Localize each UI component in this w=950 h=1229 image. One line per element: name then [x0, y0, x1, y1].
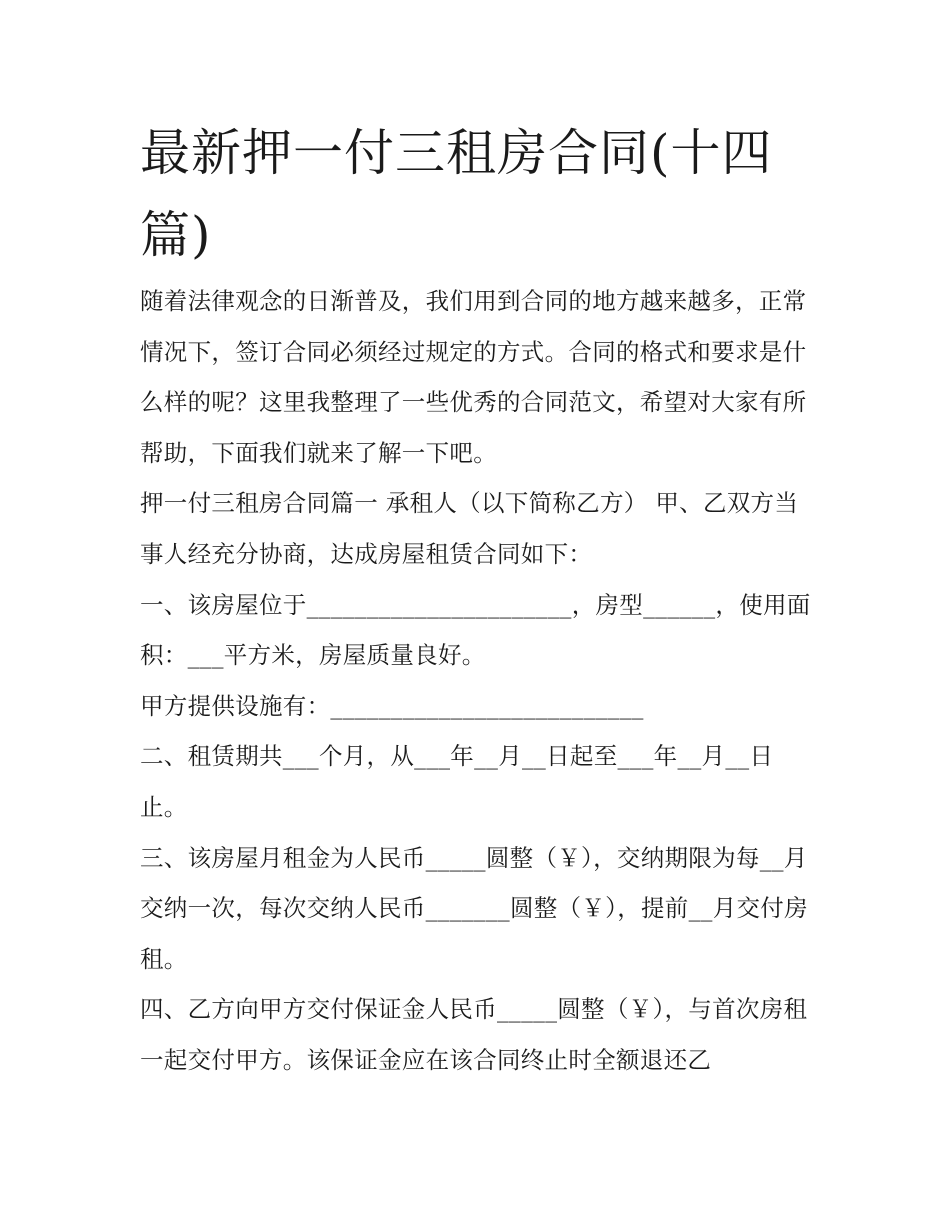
paragraph-facilities: 甲方提供设施有：__________________________ [140, 691, 644, 720]
document-body [140, 276, 815, 1086]
paragraph-clause-4: 四、乙方向甲方交付保证金人民币_____圆整（￥），与首次房租一起交付甲方。该保证金应在该合同终止时全额退还乙 [140, 995, 808, 1074]
paragraph-intro: 随着法律观念的日渐普及，我们用到合同的地方越来越多，正常情况下，签订合同必须经过规定的方式。合同的格式和要求是什么样的呢？这里我整理了一些优秀的合同范文，希望对大家有所帮助，下面我们就来了解一下吧。 [140, 287, 807, 467]
paragraph-clause-1: 一、该房屋位于______________________，房型______，使用面积：___平方米，房屋质量良好。 [140, 590, 811, 670]
paragraph-contract-header: 押一付三租房合同篇一 承租人（以下简称乙方） 甲、乙双方当事人经充分协商，达成房屋租赁合同如下： [140, 489, 799, 568]
paragraph-clause-2: 二、租赁期共___个月，从___年__月__日起至___年__月__日止。 [140, 742, 774, 821]
document-title: 最新押一付三租房合同(十四篇) [140, 124, 773, 264]
paragraph-clause-3: 三、该房屋月租金为人民币_____圆整（￥），交纳期限为每__月交纳一次，每次交纳人民币_______圆整（￥），提前__月交付房租。 [140, 843, 808, 973]
